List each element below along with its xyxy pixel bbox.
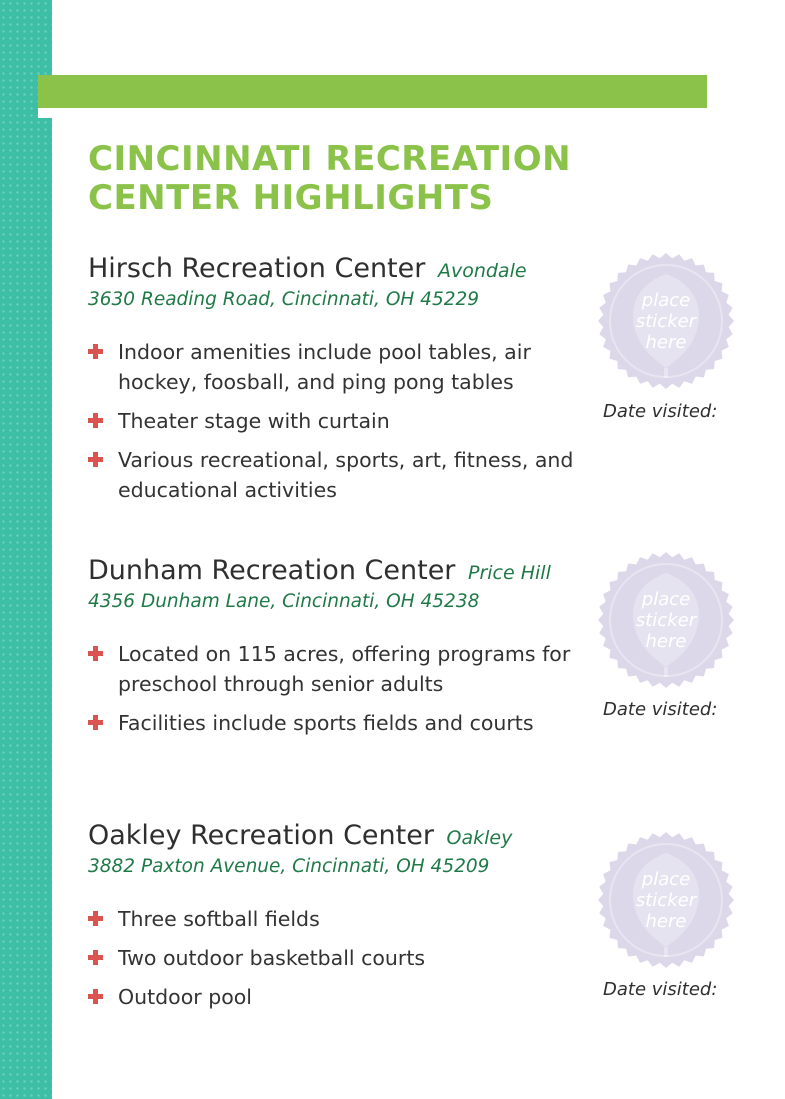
sticker-placeholder[interactable] <box>597 252 735 390</box>
date-visited-label: Date visited: <box>603 979 718 1000</box>
highlight-list <box>88 337 588 505</box>
page-title <box>88 140 571 218</box>
sticker-text-line: here <box>645 332 687 353</box>
plus-icon <box>88 715 103 730</box>
plus-icon <box>88 911 103 926</box>
center-name <box>88 253 588 287</box>
list-item-text: Indoor amenities include pool tables, air hockey, foosball, and ping pong tables <box>118 340 531 394</box>
sticker-text <box>597 589 735 652</box>
plus-icon <box>88 452 103 467</box>
sticker-text-line: place <box>641 290 691 311</box>
center-name <box>88 820 588 854</box>
list-item <box>88 904 588 934</box>
center-name <box>88 555 588 589</box>
page-title-line-1: CINCINNATI RECREATION <box>88 139 572 179</box>
page-title-line-2: CENTER HIGHLIGHTS <box>88 178 494 218</box>
neighborhood: Oakley <box>446 827 513 849</box>
center-hirsch <box>88 253 588 514</box>
neighborhood: Price Hill <box>468 562 551 584</box>
sticker-text <box>597 290 735 353</box>
center-title: Dunham Recreation Center <box>88 555 456 586</box>
sticker-placeholder[interactable] <box>597 551 735 689</box>
center-address: 4356 Dunham Lane, Cincinnati, OH 45238 <box>88 591 480 612</box>
highlight-list <box>88 639 588 738</box>
sticker-text-line: place <box>641 869 691 890</box>
list-item-text: Facilities include sports fields and courts <box>118 711 534 735</box>
list-item <box>88 406 588 436</box>
plus-icon <box>88 344 103 359</box>
list-item-text: Three softball fields <box>118 907 320 931</box>
center-dunham <box>88 555 588 747</box>
plus-icon <box>88 413 103 428</box>
sticker-text-line: sticker <box>635 610 697 631</box>
sticker-text-line: place <box>641 589 691 610</box>
neighborhood: Avondale <box>437 260 527 282</box>
list-item-text: Two outdoor basketball courts <box>118 946 426 970</box>
highlight-list <box>88 904 588 1012</box>
sticker-text-line: here <box>645 631 687 652</box>
side-pattern-strip <box>0 0 52 1099</box>
sticker-text <box>597 869 735 932</box>
list-item <box>88 337 588 397</box>
date-visited-label: Date visited: <box>603 401 718 422</box>
sticker-text-line: sticker <box>635 311 697 332</box>
list-item <box>88 445 588 505</box>
header-bar-notch <box>38 108 52 118</box>
date-visited-label: Date visited: <box>603 699 718 720</box>
center-address: 3630 Reading Road, Cincinnati, OH 45229 <box>88 289 480 310</box>
sticker-text-line: here <box>645 911 687 932</box>
center-oakley <box>88 820 588 1021</box>
center-title: Hirsch Recreation Center <box>88 253 426 284</box>
sticker-placeholder[interactable] <box>597 831 735 969</box>
plus-icon <box>88 646 103 661</box>
header-bar <box>38 75 707 108</box>
list-item-text: Located on 115 acres, offering programs for preschool through senior adults <box>118 642 571 696</box>
center-title: Oakley Recreation Center <box>88 820 434 851</box>
list-item <box>88 708 588 738</box>
plus-icon <box>88 989 103 1004</box>
plus-icon <box>88 950 103 965</box>
list-item-text: Various recreational, sports, art, fitness, and educational activities <box>118 448 574 502</box>
list-item <box>88 943 588 973</box>
list-item-text: Outdoor pool <box>118 985 253 1009</box>
sticker-text-line: sticker <box>635 890 697 911</box>
list-item-text: Theater stage with curtain <box>118 409 390 433</box>
list-item <box>88 982 588 1012</box>
list-item <box>88 639 588 699</box>
center-address: 3882 Paxton Avenue, Cincinnati, OH 45209 <box>88 856 490 877</box>
